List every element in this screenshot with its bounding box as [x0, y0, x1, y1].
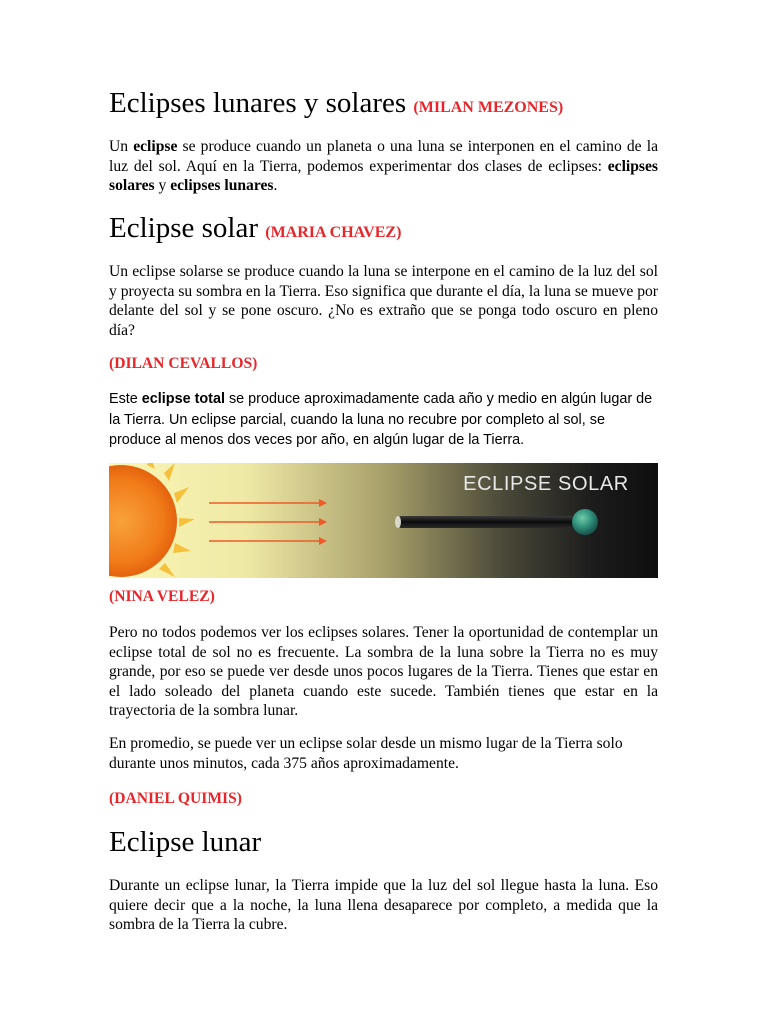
bold-run: eclipse total — [141, 391, 225, 407]
intro-paragraph — [109, 137, 658, 196]
author-maria: (MARIA CHAVEZ) — [265, 224, 402, 241]
eclipse-illustration — [109, 463, 658, 578]
moon-shadow — [398, 516, 580, 528]
earth-icon — [572, 509, 598, 535]
text-run: . — [273, 177, 278, 195]
visibility-paragraph: Pero no todos podemos ver los eclipses solares. Tener la oportunidad de contemplar un eclipse total de sol no es frecuente. La sombra de la luna sobre la Tierra no es muy grande, por eso se puede ver desde unos pocos lugares de la Tierra. Tienes que estar en el lado soleado del planeta cuando este sucede. También tienes que estar en la trayectoria de la sombra lunar. — [109, 624, 658, 720]
bold-run: eclipses lunares — [170, 177, 274, 195]
text-run: Este — [109, 391, 142, 407]
banner-label: ECLIPSE SOLAR — [463, 473, 629, 495]
author-dilan: (DILAN CEVALLOS) — [109, 355, 258, 372]
heading-eclipse-solar — [109, 211, 658, 250]
bold-run: eclipses solares — [109, 157, 658, 195]
heading-eclipse-solar-text: Eclipse solar — [109, 212, 258, 244]
frequency-paragraph: En promedio, se puede ver un eclipse solar desde un mismo lugar de la Tierra solo durante unos minutos, cada 375 años aproximadamente. — [109, 735, 623, 772]
total-eclipse-paragraph — [109, 389, 658, 451]
moon-icon — [395, 516, 401, 528]
author-milan: (MILAN MEZONES) — [413, 99, 564, 116]
author-nina: (NINA VELEZ) — [109, 588, 215, 605]
bold-run: eclipse — [133, 138, 178, 155]
text-run: Un — [109, 138, 134, 155]
text-run: se produce aproximadamente cada año y medio en algún lugar de la Tierra. Un eclipse parcial, cuando la luna no recubre por completo al sol, se produce al menos dos veces por año, en algún lugar de la Tierra. — [109, 391, 653, 449]
heading-eclipse-lunar — [109, 825, 658, 859]
lunar-paragraph: Durante un eclipse lunar, la Tierra impide que la luz del sol llegue hasta la luna. Eso quiere decir que a la noche, la luna llena desaparece por completo, a medida que la sombra de la Tierra la cubre. — [109, 877, 658, 934]
author-daniel: (DANIEL QUIMIS) — [109, 790, 242, 807]
text-run: se produce cuando un planeta o una luna se interponen en el camino de la luz del sol. Aquí en la Tierra, podemos experimentar dos clases de eclipses: — [109, 138, 658, 175]
heading-eclipses — [109, 86, 658, 125]
solar-paragraph: Un eclipse solarse se produce cuando la luna se interpone en el camino de la luz del sol y proyecta su sombra en la Tierra. Eso significa que durante el día, la luna se mueve por delante del sol y se pone oscuro. ¿No es extraño que se ponga todo oscuro en pleno día? — [109, 263, 658, 339]
text-run: y — [154, 177, 171, 195]
eclipse-solar-banner — [109, 463, 658, 578]
heading-eclipse-lunar-text: Eclipse lunar — [109, 826, 262, 858]
heading-eclipses-text: Eclipses lunares y solares — [109, 87, 407, 119]
